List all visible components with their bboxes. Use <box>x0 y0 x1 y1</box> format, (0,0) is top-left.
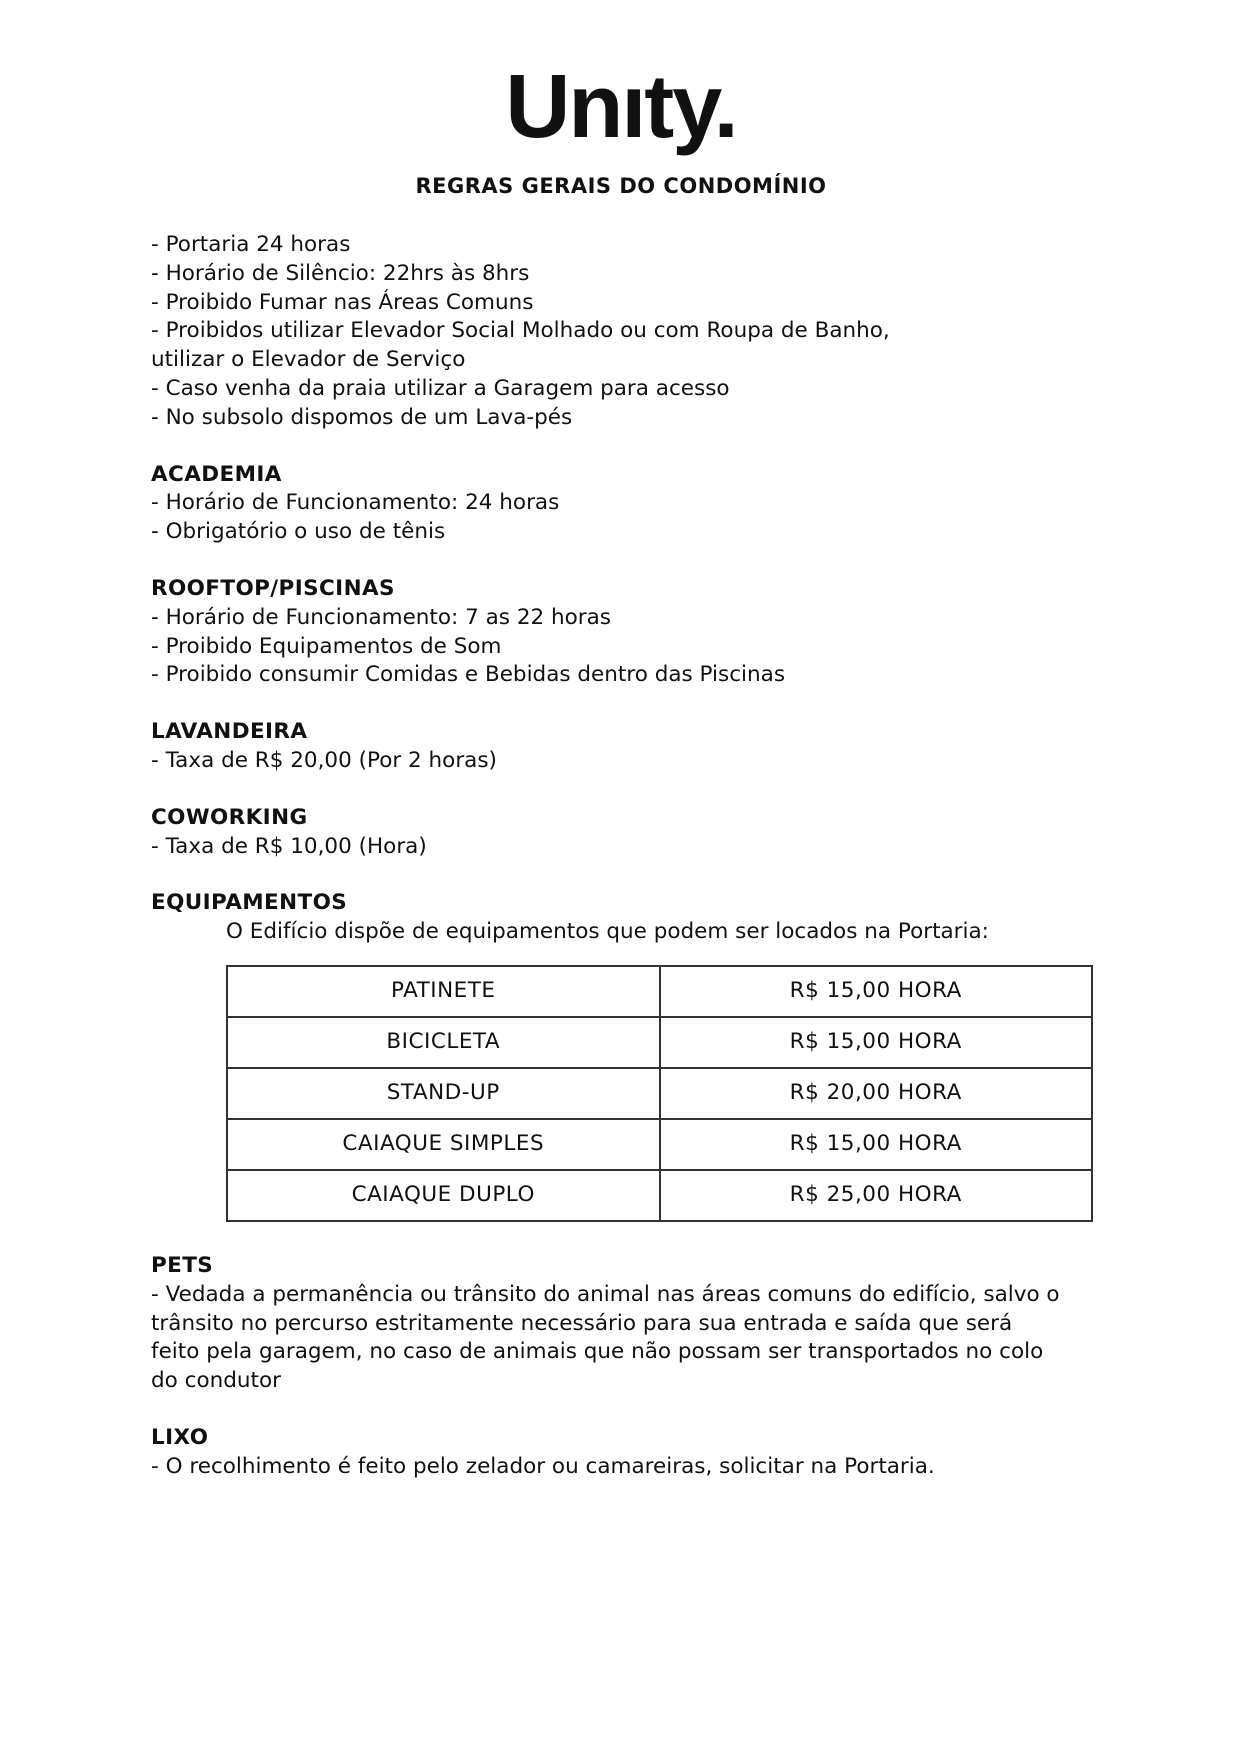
rule-line: - Vedada a permanência ou trânsito do animal nas áreas comuns do edifício, salvo o <box>151 1281 1060 1307</box>
table-row <box>227 1068 1092 1119</box>
rule-line: trânsito no percurso estritamente necessário para sua entrada e saída que será <box>151 1310 1013 1336</box>
rule-line: utilizar o Elevador de Serviço <box>151 347 466 373</box>
rule-line: - Horário de Silêncio: 22hrs às 8hrs <box>151 260 530 286</box>
lavandeira-section <box>151 718 1111 776</box>
equipment-price: R$ 15,00 HORA <box>660 1119 1093 1170</box>
section-heading: EQUIPAMENTOS <box>151 890 348 916</box>
section-heading: ACADEMIA <box>151 461 282 487</box>
rule-line: - O recolhimento é feito pelo zelador ou camareiras, solicitar na Portaria. <box>151 1453 935 1479</box>
equipment-name: CAIAQUE SIMPLES <box>227 1119 660 1170</box>
rule-line: - Proibido Equipamentos de Som <box>151 633 502 659</box>
section-heading: LIXO <box>151 1424 209 1450</box>
academia-section <box>151 461 1111 547</box>
lixo-section <box>151 1424 1111 1482</box>
equipment-price-table <box>226 965 1093 1222</box>
pets-section <box>151 1252 1111 1396</box>
coworking-section <box>151 804 1111 862</box>
equipamentos-section <box>151 889 1111 1222</box>
equipment-name: BICICLETA <box>227 1017 660 1068</box>
brand-logo: Unıty. <box>505 57 737 157</box>
rule-line: - Caso venha da praia utilizar a Garagem para acesso <box>151 375 730 401</box>
table-row <box>227 1170 1092 1221</box>
rule-line: - No subsolo dispomos de um Lava-pés <box>151 404 573 430</box>
rule-line: - Proibido consumir Comidas e Bebidas dentro das Piscinas <box>151 662 786 688</box>
table-row <box>227 1119 1092 1170</box>
general-rules <box>151 231 1111 433</box>
table-row <box>227 966 1092 1017</box>
section-heading: ROOFTOP/PISCINAS <box>151 575 395 601</box>
table-row <box>227 1017 1092 1068</box>
rule-line: feito pela garagem, no caso de animais que não possam ser transportados no colo <box>151 1339 1044 1365</box>
rule-line: - Taxa de R$ 10,00 (Hora) <box>151 833 427 859</box>
equipment-price: R$ 15,00 HORA <box>660 966 1093 1017</box>
rule-line: do condutor <box>151 1368 281 1394</box>
rooftop-section <box>151 575 1111 690</box>
equipment-price: R$ 25,00 HORA <box>660 1170 1093 1221</box>
equipment-name: STAND-UP <box>227 1068 660 1119</box>
rule-line: - Obrigatório o uso de tênis <box>151 519 446 545</box>
rules-content <box>151 231 1111 1482</box>
section-heading: PETS <box>151 1252 214 1278</box>
section-heading: LAVANDEIRA <box>151 719 308 745</box>
rule-line: - Horário de Funcionamento: 24 horas <box>151 490 560 516</box>
equipamentos-intro: O Edifício dispõe de equipamentos que podem ser locados na Portaria: <box>226 919 989 945</box>
equipment-name: PATINETE <box>227 966 660 1017</box>
equipment-price: R$ 15,00 HORA <box>660 1017 1093 1068</box>
equipment-price: R$ 20,00 HORA <box>660 1068 1093 1119</box>
rule-line: - Proibido Fumar nas Áreas Comuns <box>151 289 534 315</box>
section-heading: COWORKING <box>151 804 308 830</box>
rule-line: - Taxa de R$ 20,00 (Por 2 horas) <box>151 747 497 773</box>
rule-line: - Portaria 24 horas <box>151 232 351 257</box>
equipment-name: CAIAQUE DUPLO <box>227 1170 660 1221</box>
rule-line: - Horário de Funcionamento: 7 as 22 horas <box>151 604 612 630</box>
rule-line: - Proibidos utilizar Elevador Social Molhado ou com Roupa de Banho, <box>151 318 890 344</box>
document-title: REGRAS GERAIS DO CONDOMÍNIO <box>415 174 827 198</box>
